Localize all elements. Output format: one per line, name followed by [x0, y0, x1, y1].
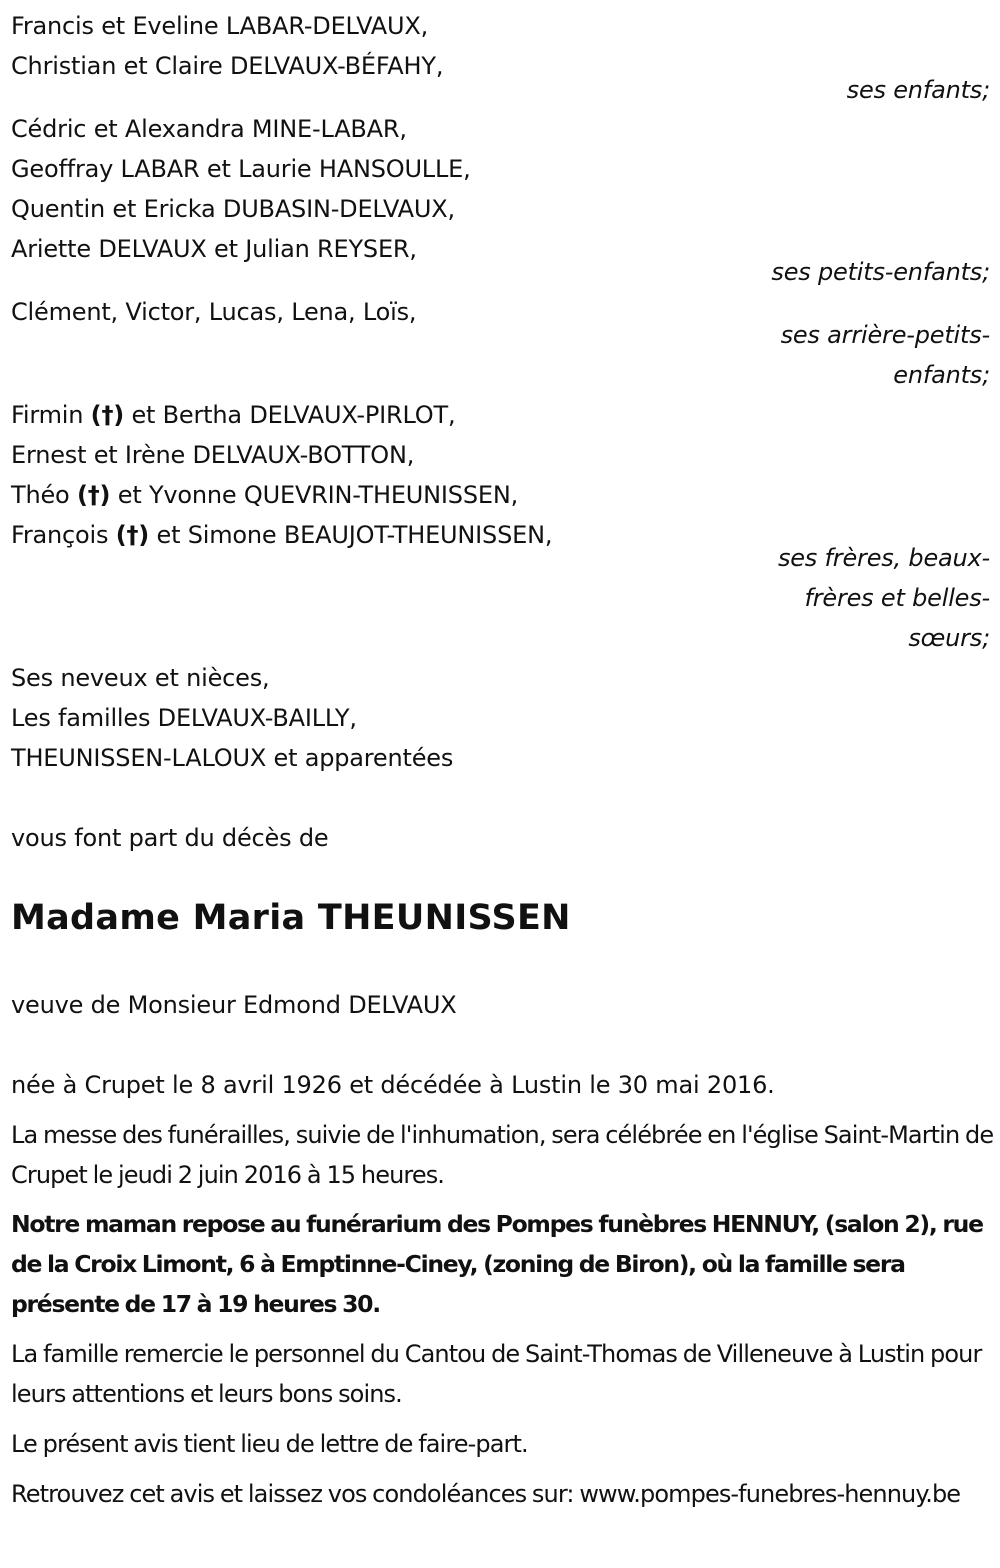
role-grandchildren: ses petits-enfants;: [771, 258, 990, 286]
widow-of: veuve de Monsieur Edmond DELVAUX: [11, 991, 457, 1019]
others-line-1: Ses neveux et nièces,: [11, 664, 270, 692]
children-line-1: Francis et Eveline LABAR-DELVAUX,: [11, 12, 429, 40]
others-line-2: Les familles DELVAUX-BAILLY,: [11, 704, 357, 732]
deceased-cross-icon: (†): [90, 401, 125, 429]
sibling-first-name: Ernest et Irène DELVAUX-BOTTON,: [11, 441, 415, 469]
funeral-mass: La messe des funérailles, suivie de l'inhumation, sera célébrée en l'église Saint-Martin de Crupet le jeudi 2 juin 2016 à 15 heures.: [11, 1121, 994, 1189]
great-grandchildren-line: Clément, Victor, Lucas, Lena, Loïs,: [11, 298, 417, 326]
children-line-2: Christian et Claire DELVAUX-BÉFAHY,: [11, 52, 444, 80]
sibling-first-name: Théo: [11, 481, 70, 509]
role-siblings-2: frères et belles-: [804, 584, 990, 612]
role-siblings-1: ses frères, beaux-: [777, 544, 990, 572]
thanks: La famille remercie le personnel du Cantou de Saint-Thomas de Villeneuve à Lustin pour leurs attentions et leurs bons soins.: [11, 1340, 982, 1408]
role-great-grandchildren-1: ses arrière-petits-: [780, 321, 990, 349]
birth-death: née à Crupet le 8 avril 1926 et décédée à Lustin le 30 mai 2016.: [11, 1071, 775, 1099]
sibling-rest: et Simone BEAUJOT-THEUNISSEN,: [156, 521, 553, 549]
grandchildren-line-4: Ariette DELVAUX et Julian REYSER,: [11, 235, 417, 263]
others-line-3: THEUNISSEN-LALOUX et apparentées: [11, 744, 454, 772]
role-great-grandchildren-2: enfants;: [893, 361, 990, 389]
grandchildren-line-2: Geoffray LABAR et Laurie HANSOULLE,: [11, 155, 471, 183]
sibling-rest: et Yvonne QUEVRIN-THEUNISSEN,: [117, 481, 519, 509]
visitation-info: Notre maman repose au funérarium des Pompes funèbres HENNUY, (salon 2), rue de la Croix Limont, 6 à Emptinne-Ciney, (zoning de Biron), où la famille sera présente de 17 à 19 heures 30.: [11, 1210, 983, 1318]
sibling-line-2: [11, 435, 414, 475]
deceased-name: Madame Maria THEUNISSEN: [11, 898, 571, 938]
sibling-first-name: François: [11, 521, 109, 549]
grandchildren-line-3: Quentin et Ericka DUBASIN-DELVAUX,: [11, 195, 455, 223]
condolences: [11, 1474, 996, 1514]
notice: Le présent avis tient lieu de lettre de faire-part.: [11, 1430, 528, 1458]
sibling-first-name: Firmin: [11, 401, 84, 429]
announcement: vous font part du décès de: [11, 824, 329, 852]
condolences-text: Retrouvez cet avis et laissez vos condoléances sur:: [11, 1480, 580, 1508]
sibling-line-1: [11, 395, 455, 435]
deceased-cross-icon: (†): [76, 481, 111, 509]
sibling-line-4: [11, 515, 552, 555]
role-children: ses enfants;: [846, 76, 990, 104]
role-siblings-3: sœurs;: [908, 624, 990, 652]
deceased-cross-icon: (†): [115, 521, 150, 549]
grandchildren-line-1: Cédric et Alexandra MINE-LABAR,: [11, 115, 407, 143]
sibling-rest: et Bertha DELVAUX-PIRLOT,: [131, 401, 456, 429]
condolences-link[interactable]: www.pompes-funebres-hennuy.be: [579, 1480, 961, 1508]
sibling-line-3: [11, 475, 518, 515]
